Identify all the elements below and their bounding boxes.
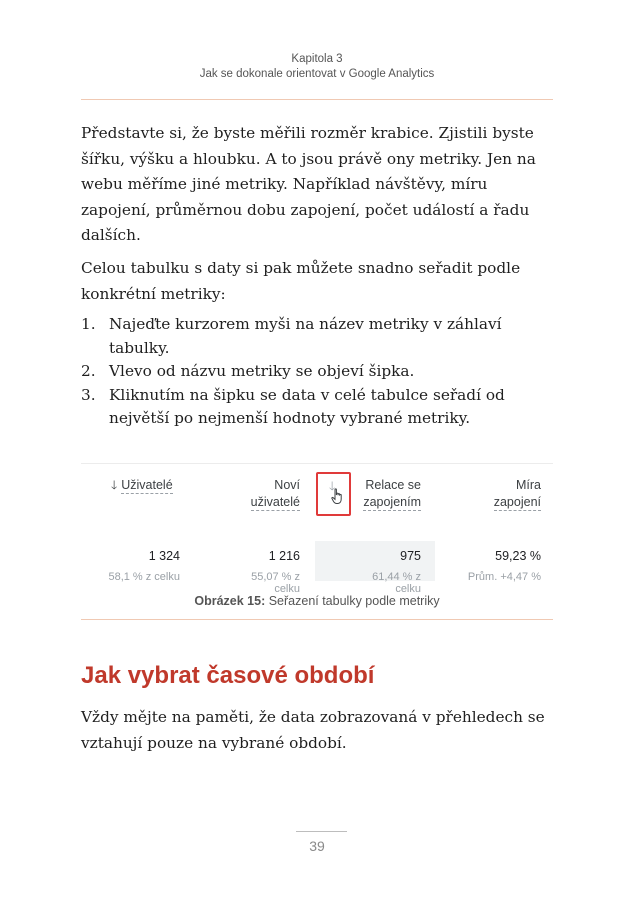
- sort-intro-paragraph: Celou tabulku s daty si pak můžete snadno seřadit podle konkrétní metriky:: [81, 259, 521, 303]
- table-cell-engaged-sessions: 975: [400, 549, 421, 563]
- table-subcell-engagement-rate: Prům. +4,47 %: [467, 571, 541, 583]
- figure-table-screenshot: [81, 463, 553, 595]
- list-item-number: 3.: [81, 385, 96, 404]
- column-header-engagement-rate[interactable]: [481, 477, 541, 511]
- list-item-text: Najeďte kurzorem myši na název metriky v záhlaví tabulky.: [109, 315, 502, 357]
- arrow-down-icon: 🡓: [111, 478, 118, 492]
- table-cell-users: 1 324: [148, 549, 180, 563]
- chapter-label: Kapitola 3: [291, 53, 343, 65]
- list-item: [81, 313, 555, 360]
- list-item-text: Vlevo od názvu metriky se objeví šipka.: [109, 362, 415, 380]
- page-number: 39: [309, 838, 325, 854]
- column-header-label: zapojení: [493, 495, 541, 509]
- arrow-down-icon[interactable]: 🡓: [329, 479, 336, 493]
- column-header-engaged-sessions[interactable]: [351, 477, 421, 511]
- column-header-new-users[interactable]: [238, 477, 300, 511]
- column-header-label: Uživatelé: [121, 478, 173, 492]
- table-top-border: [81, 463, 553, 464]
- period-paragraph: Vždy mějte na paměti, že data zobrazovaná v přehledech se vztahují pouze na vybrané období.: [81, 708, 545, 752]
- table-subcell-users: 58,1 % z celku: [108, 571, 180, 583]
- list-item: [81, 360, 555, 384]
- column-header-users[interactable]: [111, 477, 173, 494]
- list-item-number: 1.: [81, 315, 96, 333]
- figure-caption: [0, 594, 634, 608]
- table-cell-engagement-rate: 59,23 %: [495, 549, 541, 563]
- figure-caption-text: Seřazení tabulky podle metriky: [265, 594, 440, 608]
- section-heading: Jak vybrat časové období: [81, 662, 375, 689]
- chapter-title: Jak se dokonale orientovat v Google Analytics: [199, 68, 435, 80]
- table-subcell-engaged-sessions: 61,44 % z celku: [372, 571, 421, 595]
- hand-pointer-icon: [331, 488, 345, 505]
- figure-caption-label: Obrázek 15:: [194, 594, 266, 608]
- column-header-label: zapojením: [363, 495, 421, 509]
- list-item-text: Kliknutím na šipku se data v celé tabulce seřadí od největší po nejmenší hodnoty vybrané metriky.: [109, 385, 505, 427]
- footer-divider: [296, 831, 347, 832]
- list-item-number: 2.: [81, 362, 96, 380]
- table-subcell-new-users: 55,07 % z celku: [251, 571, 300, 595]
- intro-paragraph: Představte si, že byste měřili rozměr krabice. Zjistili byste šířku, výšku a hloubku. A to jsou právě ony metriky. Jen na webu měříme jiné metriky. Například návštěvy, míru zapojení, průměrnou dobu zapojení, počet událostí a řadu dalších.: [81, 124, 536, 244]
- steps-list: [81, 313, 555, 431]
- column-header-label: Míra: [516, 478, 541, 492]
- list-item: [81, 384, 555, 431]
- column-header-label: uživatelé: [250, 495, 300, 509]
- header-divider: [81, 99, 553, 100]
- table-cell-new-users: 1 216: [268, 549, 300, 563]
- page-header: [0, 52, 634, 82]
- caption-divider: [81, 619, 553, 620]
- column-header-label: Relace se: [365, 478, 421, 492]
- column-header-label: Noví: [274, 478, 300, 492]
